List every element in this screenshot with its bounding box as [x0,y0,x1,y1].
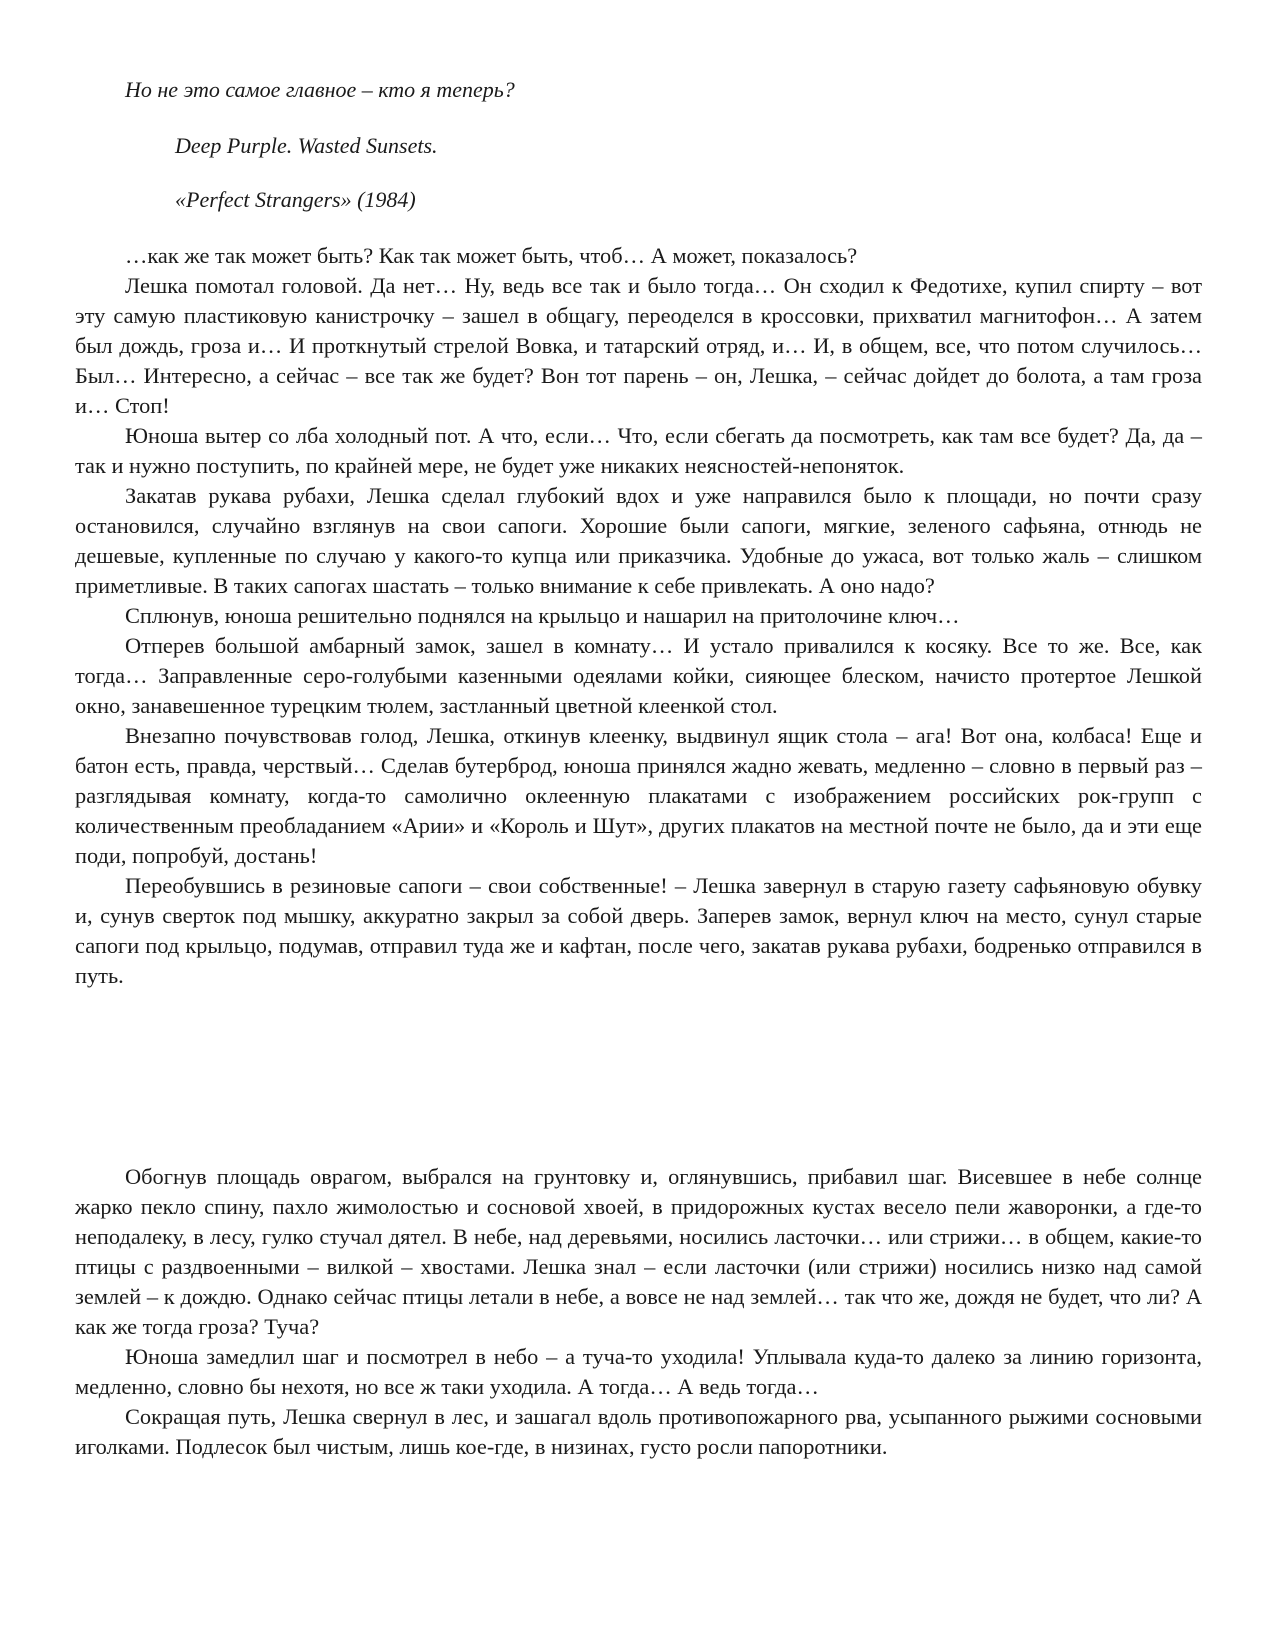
paragraph: Внезапно почувствовав голод, Лешка, откинув клеенку, выдвинул ящик стола – ага! Вот она, колбаса! Еще и батон есть, правда, черствый… Сделав бутерброд, юноша принялся жадно жевать, медленно – словно в первый раз – разглядывая комнату, когда-то самолично оклеенную плакатами с изображением российских рок-групп с количественным преобладанием «Арии» и «Король и Шут», других плакатов на местной почте не было, да и эти еще поди, попробуй, достань! [75,723,1202,868]
paragraph: Юноша замедлил шаг и посмотрел в небо – а туча-то уходила! Уплывала куда-то далеко за линию горизонта, медленно, словно бы нехотя, но все ж таки уходила. А тогда… А ведь тогда… [75,1344,1202,1399]
paragraph: …как же так может быть? Как так может быть, чтоб… А может, показалось? [125,243,858,268]
paragraph: Обогнув площадь оврагом, выбрался на грунтовку и, оглянувшись, прибавил шаг. Висевшее в небе солнце жарко пекло спину, пахло жимолостью и сосновой хвоей, в придорожных кустах весело пели жаворонки, а где-то неподалеку, в лесу, гулко стучал дятел. В небе, над деревьями, носились ласточки… или стрижи… в общем, какие-то птицы с раздвоенными – вилкой – хвостами. Лешка знал – если ласточки (или стрижи) носились низко над самой землей – к дождю. Однако сейчас птицы летали в небе, а вовсе не над землей… так что же, дождя не будет, что ли? А как же тогда гроза? Туча? [75,1164,1202,1339]
paragraph: Переобувшись в резиновые сапоги – свои собственные! – Лешка завернул в старую газету сафьяновую обувку и, сунув сверток под мышку, аккуратно закрыл за собой дверь. Заперев замок, вернул ключ на место, сунул старые сапоги под крыльцо, подумав, отправил туда же и кафтан, после чего, закатав рукава рубахи, бодренько отправился в путь. [75,873,1202,988]
epigraph-quote: Но не это самое главное – кто я теперь? [125,77,515,102]
paragraph: Отперев большой амбарный замок, зашел в комнату… И устало привалился к косяку. Все то же. Все, как тогда… Заправленные серо-голубыми казенными одеялами койки, сияющее блеском, начисто протертое Лешкой окно, занавешенное турецким тюлем, застланный цветной клеенкой стол. [75,633,1202,718]
paragraph: Сокращая путь, Лешка свернул в лес, и зашагал вдоль противопожарного рва, усыпанного рыжими сосновыми иголками. Подлесок был чистым, лишь кое-где, в низинах, густо росли папоротники. [75,1404,1202,1459]
paragraph: Сплюнув, юноша решительно поднялся на крыльцо и нашарил на притолочине ключ… [125,603,960,628]
paragraph: Лешка помотал головой. Да нет… Ну, ведь все так и было тогда… Он сходил к Федотихе, купил спирту – вот эту самую пластиковую канистрочку – зашел в общагу, переоделся в кроссовки, прихватил магнитофон… А затем был дождь, гроза и… И проткнутый стрелой Вовка, и татарский отряд, и… И, в общем, все, что потом случилось… Был… Интересно, а сейчас – все так же будет? Вон тот парень – он, Лешка, – сейчас дойдет до болота, а там гроза и… Стоп! [75,273,1202,418]
paragraph: Закатав рукава рубахи, Лешка сделал глубокий вдох и уже направился было к площади, но почти сразу остановился, случайно взглянув на свои сапоги. Хорошие были сапоги, мягкие, зеленого сафьяна, отнюдь не дешевые, купленные по случаю у какого-то купца или приказчика. Удобные до ужаса, вот только жаль – слишком приметливые. В таких сапогах шастать – только внимание к себе привлекать. А оно надо? [75,483,1202,598]
paragraph: Юноша вытер со лба холодный пот. А что, если… Что, если сбегать да посмотреть, как там все будет? Да, да – так и нужно поступить, по крайней мере, не будет уже никаких неясностей-непоняток. [75,423,1202,478]
text-section-2 [75,1162,1202,1462]
epigraph-source: Deep Purple. Wasted Sunsets. [175,133,438,158]
text-section-1 [75,241,1202,991]
epigraph-album: «Perfect Strangers» (1984) [175,187,416,212]
